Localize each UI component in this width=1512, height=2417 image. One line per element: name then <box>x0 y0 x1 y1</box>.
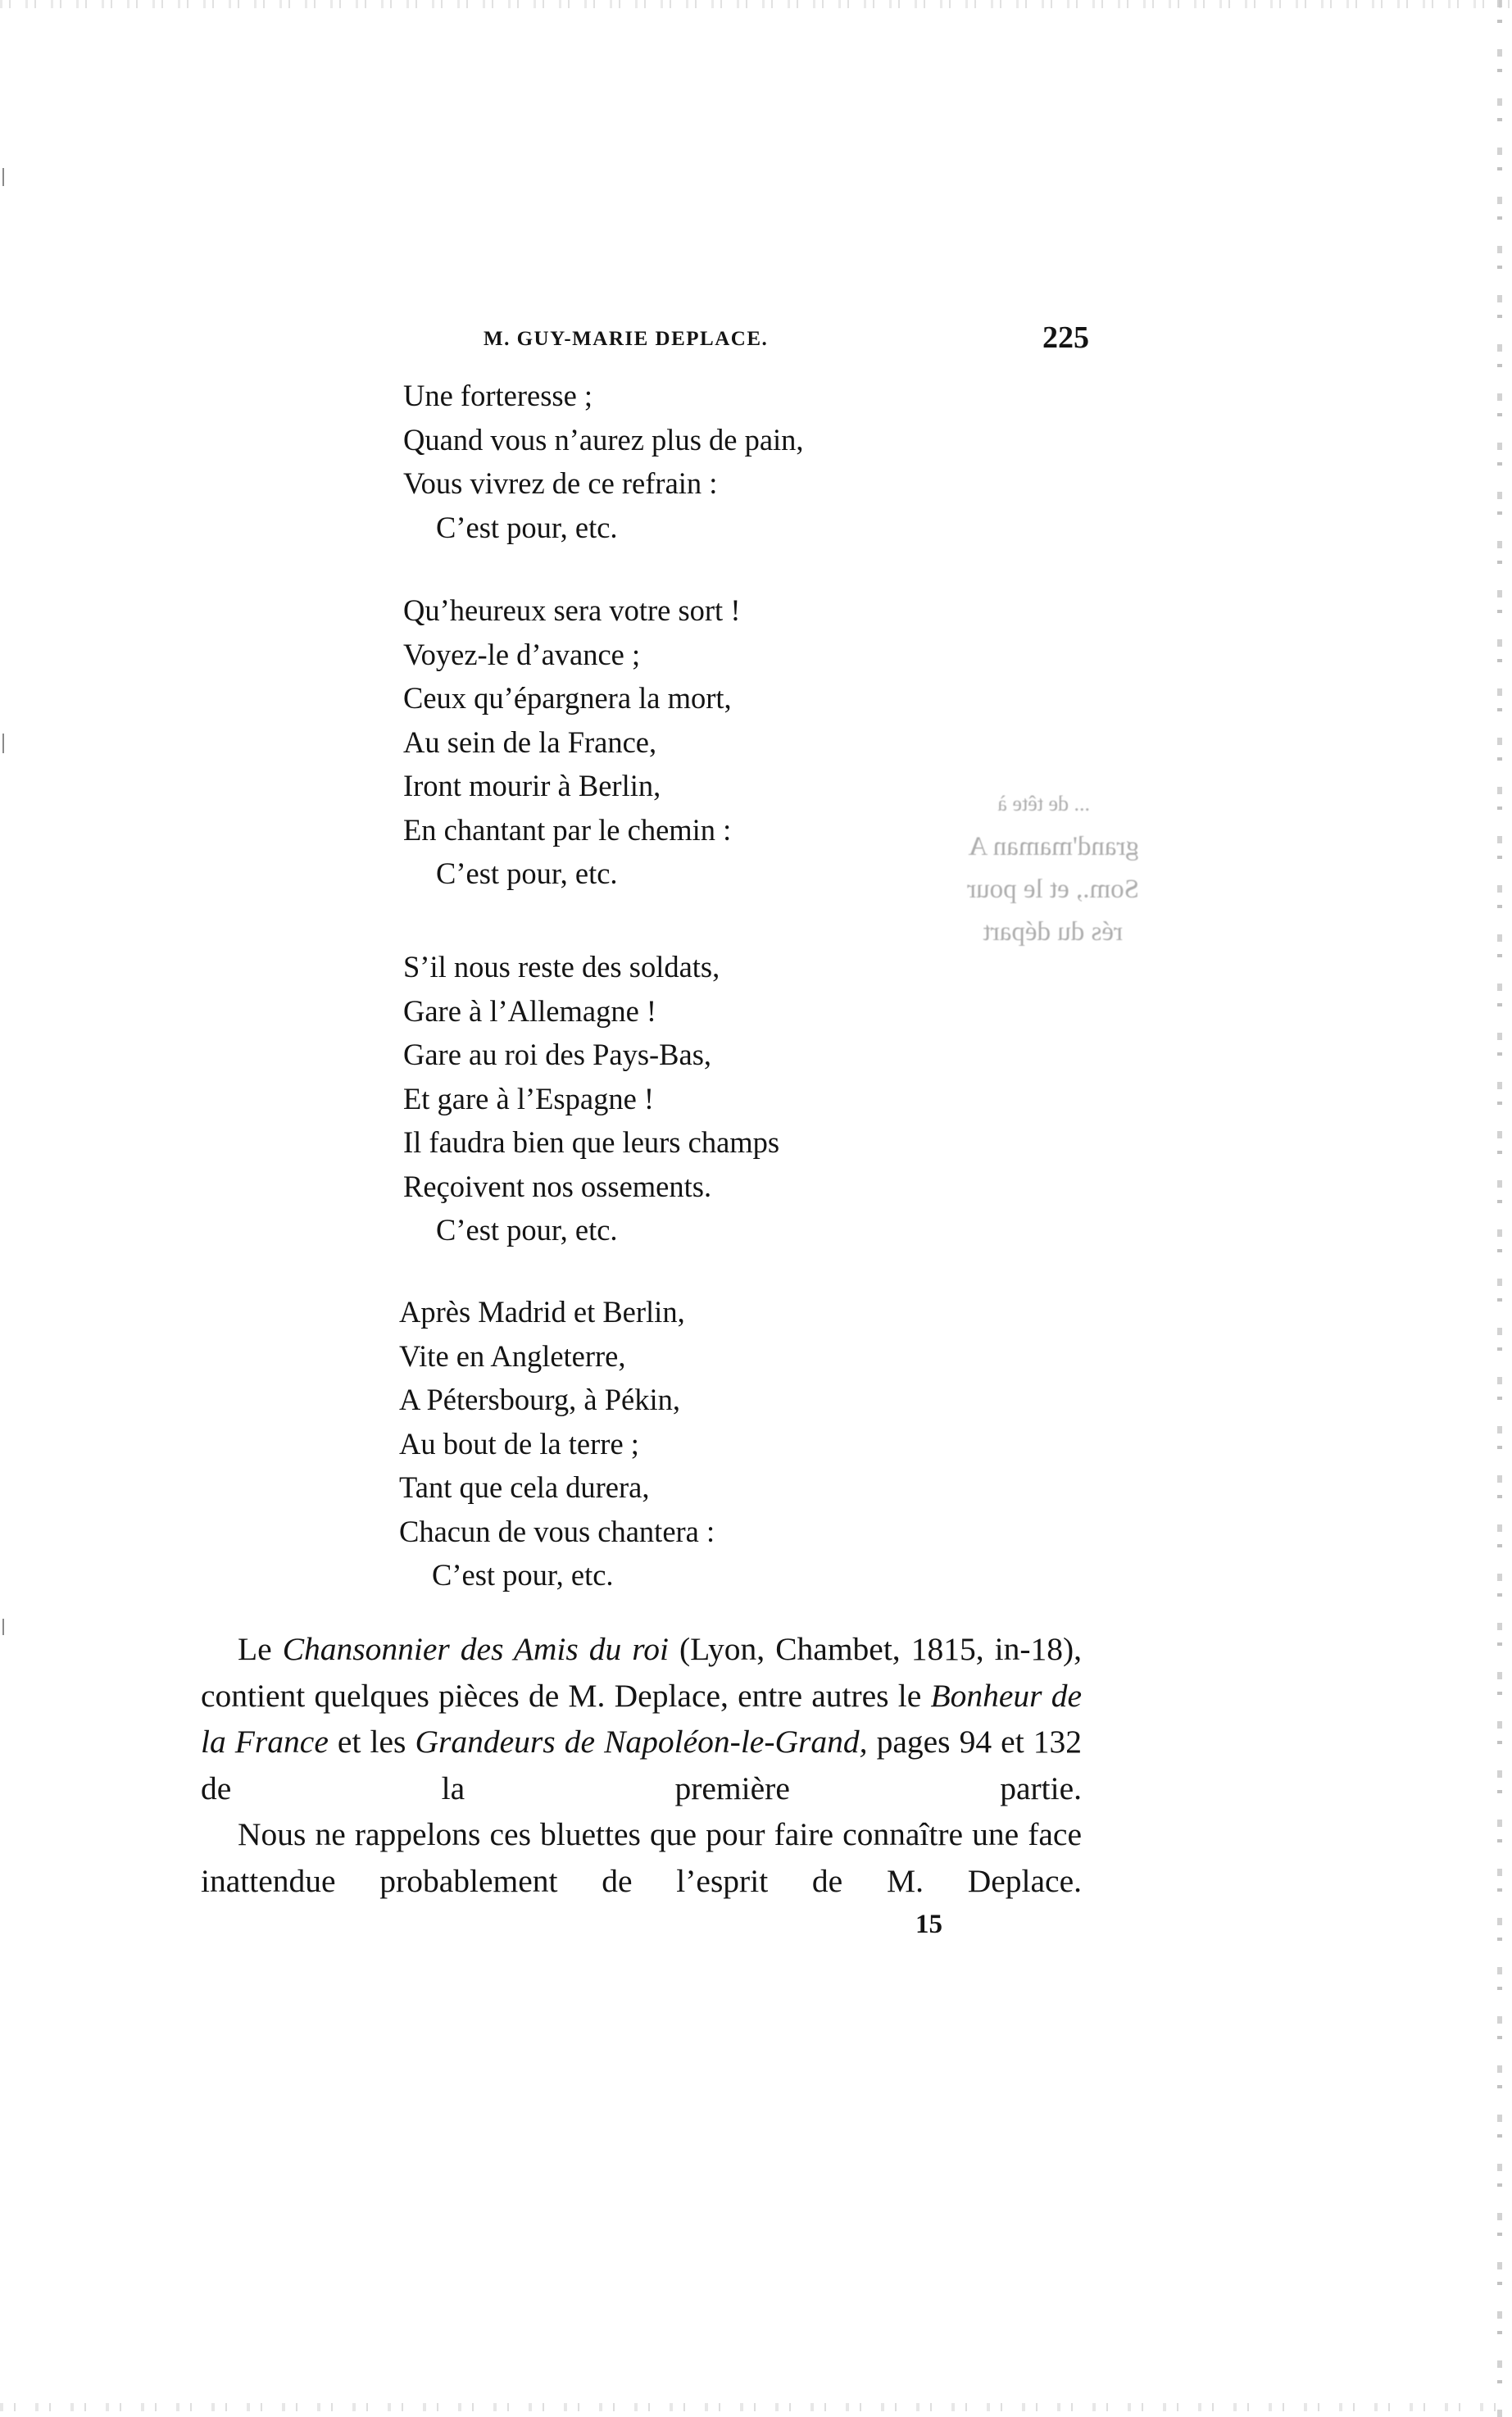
verse-line: Chacun de vous chantera : <box>399 1514 715 1548</box>
verse-line: Au bout de la terre ; <box>399 1426 639 1461</box>
verse-line: Qu’heureux sera votre sort ! <box>403 593 741 627</box>
refrain-line: C’est pour, etc. <box>432 1558 614 1592</box>
prose-block <box>201 1626 1082 1904</box>
scan-edge-bottom <box>0 2403 1512 2411</box>
verse-line: Iront mourir à Berlin, <box>403 769 661 802</box>
scan-speck <box>2 168 4 186</box>
song-title: Bonheur de la France <box>201 1677 1082 1760</box>
verse-line: Il faudra bien que leurs champs <box>403 1125 780 1159</box>
text-run: (Lyon, Chambet, 1815, in-18), contient quelques pièces de M. Deplace, entre autres le <box>201 1631 1083 1714</box>
verse-line: Quand vous n’aurez plus de pain, <box>403 422 804 457</box>
scan-speck <box>2 734 4 753</box>
verse-line: Ceux qu’épargnera la mort, <box>403 681 732 715</box>
bleed-line: rés du départ <box>983 917 1123 947</box>
scan-edge-right <box>1497 0 1502 2417</box>
verse-line: Vous vivrez de ce refrain : <box>403 466 718 500</box>
text-run: et les <box>328 1724 415 1760</box>
stanza-1 <box>403 374 804 549</box>
refrain-line: C’est pour, etc. <box>436 1213 618 1247</box>
refrain-line: C’est pour, etc. <box>436 856 618 890</box>
verse-line: A Pétersbourg, à Pékin, <box>399 1383 681 1416</box>
bleed-through-text <box>828 783 1139 996</box>
refrain-line: C’est pour, etc. <box>436 510 618 544</box>
stanza-3 <box>403 945 779 1252</box>
bleed-line: ... de tête à <box>997 792 1090 816</box>
verse-line: Gare au roi des Pays-Bas, <box>403 1038 712 1071</box>
paragraph-2: Nous ne rappelons ces bluettes que pour faire connaître une face inattendue probablement de l’esprit de M. Deplace. <box>201 1816 1082 1899</box>
stanza-4 <box>399 1290 715 1597</box>
book-title: Chansonnier des Amis du roi <box>282 1631 669 1667</box>
verse-line: Au sein de la France, <box>403 725 657 759</box>
verse-line: S’il nous reste des soldats, <box>403 950 720 984</box>
scan-edge-top <box>0 0 1512 8</box>
verse-line: Après Madrid et Berlin, <box>399 1295 685 1329</box>
scan-speck <box>2 1619 4 1635</box>
paragraph-1 <box>201 1626 1082 1811</box>
verse-line: Vite en Angleterre, <box>399 1338 626 1373</box>
page-number: 225 <box>1042 320 1089 355</box>
signature-mark: 15 <box>915 1910 942 1939</box>
verse-line: Reçoivent nos ossements. <box>403 1169 712 1203</box>
stanza-2 <box>403 588 740 896</box>
running-title: M. GUY-MARIE DEPLACE. <box>484 328 769 350</box>
bleed-line: Som., et le pour <box>967 875 1139 904</box>
song-title: Grandeurs de Napoléon-le-Grand, <box>415 1724 868 1760</box>
verse-line: Une forteresse ; <box>403 379 593 412</box>
text-run: Le <box>238 1631 283 1667</box>
verse-line: Et gare à l’Espagne ! <box>403 1081 655 1115</box>
text-run: pages 94 et 132 de la première partie. <box>201 1724 1082 1806</box>
verse-line: Tant que cela durera, <box>399 1470 650 1504</box>
verse-line: En chantant par le chemin : <box>403 812 732 847</box>
verse-line: Gare à l’Allemagne ! <box>403 993 657 1028</box>
verse-line: Voyez-le d’avance ; <box>403 637 641 671</box>
bleed-line: grand'maman A <box>968 832 1139 861</box>
